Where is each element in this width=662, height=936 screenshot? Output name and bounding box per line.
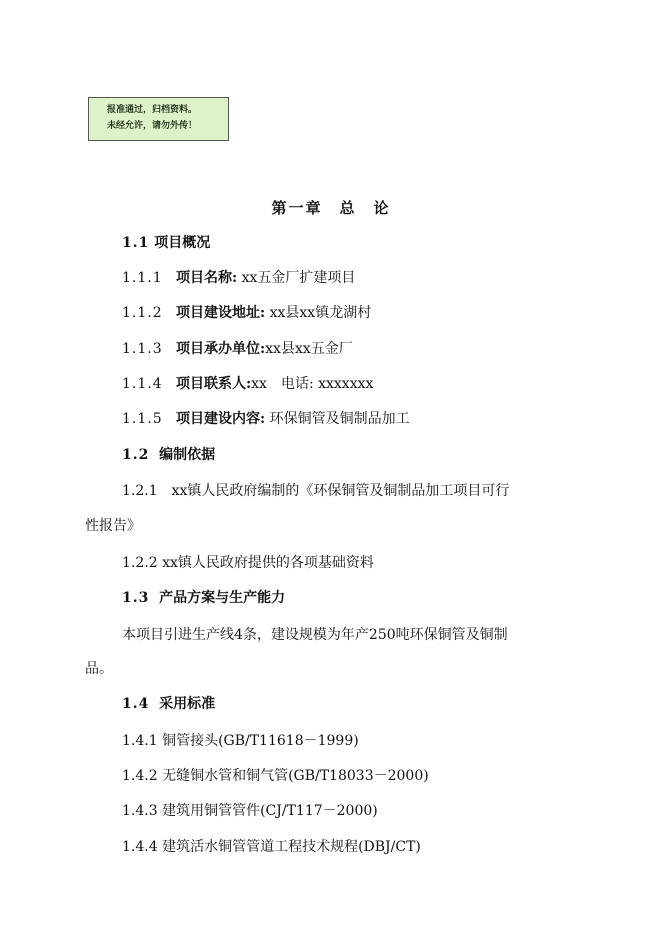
item-1-2-2: 1.2.2 xx镇人民政府提供的各项基础资料: [122, 555, 374, 571]
heading-1-3: [122, 588, 285, 608]
item-1-4-4: 1.4.4 建筑活水铜管管道工程技术规程(DBJ/CT): [122, 839, 421, 855]
item-number: 1.1.1: [122, 270, 163, 286]
approval-stamp: [88, 97, 229, 141]
heading-1-4: [122, 694, 215, 714]
heading-1-2: [122, 445, 215, 465]
heading-number: 1.4: [122, 696, 150, 712]
item-value: xx县xx五金厂: [265, 341, 353, 357]
item-number: 1.1.4: [122, 376, 163, 392]
stamp-line-2: 未经允许，请勿外传！: [107, 121, 198, 131]
item-label: 项目建设内容:: [175, 411, 266, 427]
item-1-4-2: 1.4.2 无缝铜水管和铜气管(GB/T18033－2000): [122, 768, 429, 784]
item-number: 1.1.5: [122, 411, 163, 427]
section-1-3-body-line-1: 本项目引进生产线4条，建设规模为年产250吨环保铜管及铜制: [122, 627, 508, 643]
item-label: 项目建设地址:: [175, 305, 266, 321]
item-1-2-1-line-2: 性报告》: [85, 518, 141, 534]
item-1-1-1: [122, 268, 355, 288]
item-value: 环保铜管及铜制品加工: [269, 411, 410, 427]
item-value: xx 电话: xxxxxxx: [251, 376, 374, 392]
section-1-3-body-line-2: 品。: [85, 661, 113, 677]
item-label: 项目联系人:: [175, 376, 252, 392]
item-1-1-2: [122, 303, 371, 323]
item-1-4-1: 1.4.1 铜管接头(GB/T11618－1999): [122, 733, 359, 749]
item-value: xx县xx镇龙湖村: [269, 305, 372, 321]
heading-number: 1.3: [122, 590, 150, 606]
item-1-4-3: 1.4.3 建筑用铜管管件(CJ/T117－2000): [122, 803, 378, 819]
heading-text: 采用标准: [159, 696, 216, 712]
heading-text: 编制依据: [159, 447, 216, 463]
heading-number: 1.1: [122, 235, 150, 251]
chapter-title: 第一章 总 论: [271, 199, 391, 217]
item-1-1-4: [122, 374, 373, 394]
item-number: 1.1.3: [122, 341, 163, 357]
item-1-2-1-line-1: 1.2.1 xx镇人民政府编制的《环保铜管及铜制品加工项目可行: [122, 483, 510, 499]
item-label: 项目名称:: [175, 270, 238, 286]
item-value: xx五金厂扩建项目: [241, 270, 356, 286]
item-label: 项目承办单位:: [175, 341, 266, 357]
heading-number: 1.2: [122, 447, 150, 463]
heading-1-1: [122, 233, 210, 253]
heading-text: 项目概况: [154, 235, 211, 251]
item-1-1-3: [122, 339, 353, 359]
heading-text: 产品方案与生产能力: [159, 590, 286, 606]
item-number: 1.1.2: [122, 305, 163, 321]
stamp-line-1: 报准通过，归档资料。: [107, 105, 198, 115]
item-1-1-5: [122, 409, 410, 429]
